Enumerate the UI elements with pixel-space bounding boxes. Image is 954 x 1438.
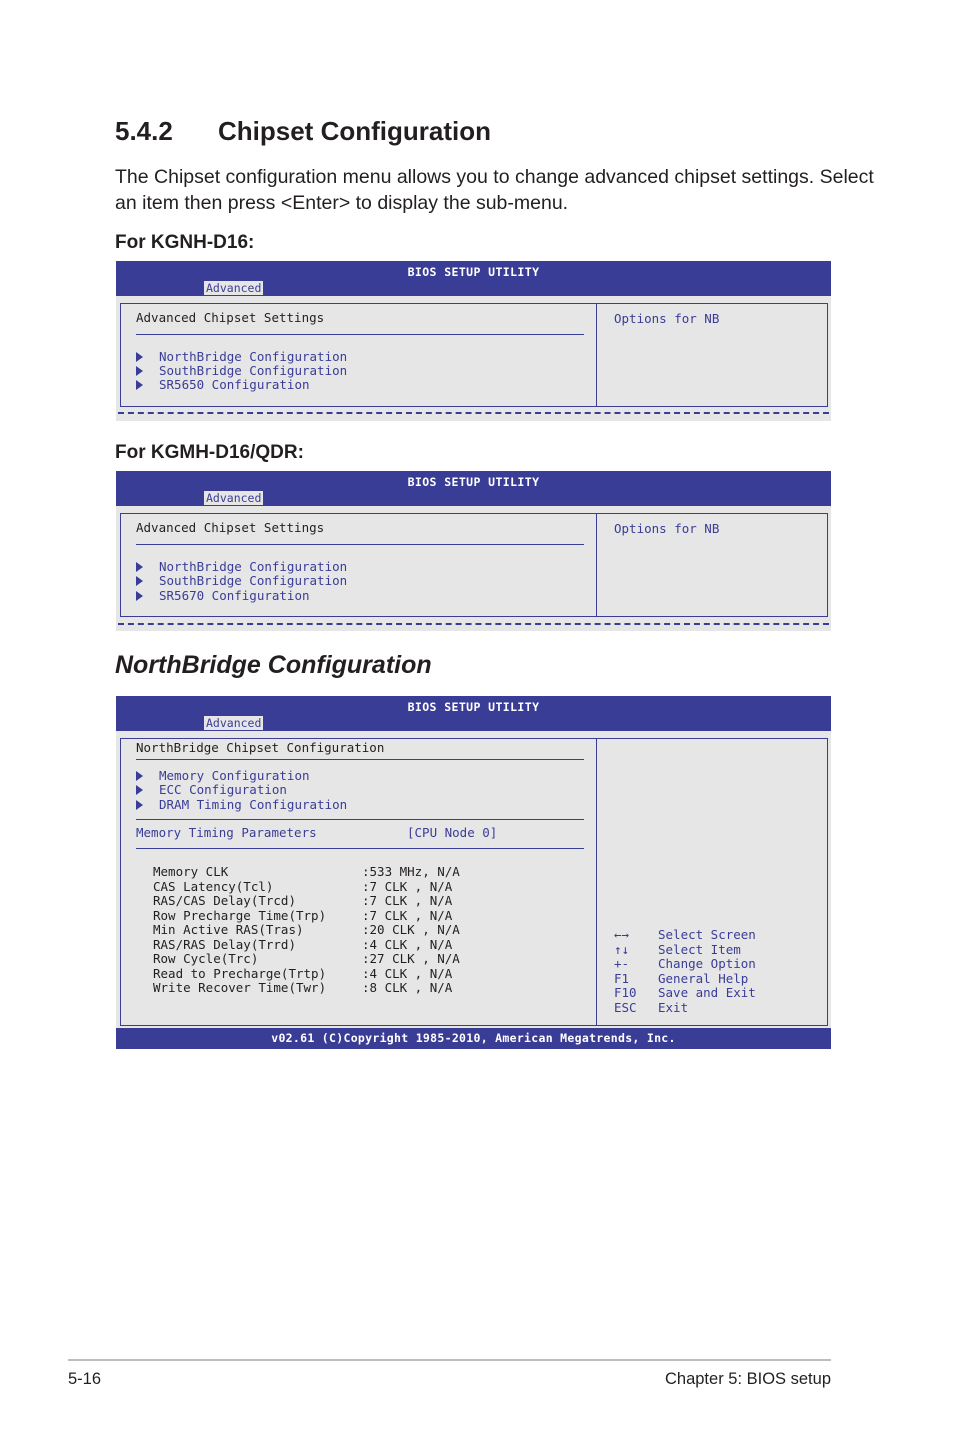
bios-header [116, 261, 831, 296]
param-name: Min Active RAS(Tras) [153, 922, 304, 937]
param-value: :533 MHz, N/A [362, 864, 460, 879]
menu-item-sr5670[interactable] [136, 589, 310, 604]
section-heading [115, 116, 491, 147]
bios-screen-kgnh [116, 261, 831, 421]
bios-help-pane [596, 303, 828, 407]
menu-heading: NorthBridge Chipset Configuration [136, 740, 385, 755]
bios-utility-title: BIOS SETUP UTILITY [407, 700, 540, 714]
help-text: Options for NB [614, 311, 720, 326]
param-name: CAS Latency(Tcl) [153, 878, 274, 894]
divider [136, 544, 584, 545]
submenu-arrow-icon [136, 785, 143, 795]
menu-item-label: SouthBridge Configuration [159, 363, 348, 378]
menu-item-dram-timing[interactable] [136, 798, 347, 813]
menu-item-label: SR5650 Configuration [159, 377, 310, 392]
divider [136, 819, 584, 820]
menu-item-label: SouthBridge Configuration [159, 573, 348, 588]
tab-advanced[interactable]: Advanced [206, 716, 262, 730]
bios-main-pane [120, 303, 597, 407]
copyright-bar: v02.61 (C)Copyright 1985-2010, American Megatrends, Inc. [116, 1028, 831, 1049]
section-number: 5.4.2 [115, 116, 173, 146]
bios-help-pane [596, 738, 828, 1026]
param-name: RAS/RAS Delay(Trrd) [153, 936, 296, 952]
menu-item-label: SR5670 Configuration [159, 588, 310, 603]
key-description: General Help [658, 970, 749, 986]
subhead-kgnh: For KGNH-D16: [115, 232, 255, 253]
menu-item-label: ECC Configuration [159, 782, 287, 797]
section-title: Chipset Configuration [218, 116, 491, 146]
param-selector-value[interactable]: [CPU Node 0] [407, 825, 498, 840]
tab-advanced[interactable]: Advanced [206, 281, 262, 295]
submenu-arrow-icon [136, 380, 143, 390]
param-value: :7 CLK , N/A [362, 878, 453, 894]
menu-item-label: DRAM Timing Configuration [159, 797, 348, 812]
param-name: RAS/CAS Delay(Trcd) [153, 893, 296, 908]
bios-main-pane [120, 513, 597, 617]
param-name: Memory CLK [153, 864, 229, 879]
param-value: :4 CLK , N/A [362, 965, 453, 981]
menu-item-ecc[interactable] [136, 783, 287, 798]
torn-edge [118, 412, 829, 414]
key-description: Exit [658, 999, 689, 1015]
bios-screen-kgmh [116, 471, 831, 631]
menu-heading: Advanced Chipset Settings [136, 310, 325, 325]
page-number: 5-16 [68, 1370, 102, 1388]
bios-utility-title: BIOS SETUP UTILITY [407, 475, 540, 489]
param-name: Read to Precharge(Trtp) [153, 965, 327, 981]
key-description: Select Screen [658, 927, 756, 942]
divider [136, 334, 584, 335]
param-value: :7 CLK , N/A [362, 907, 453, 923]
menu-item-sr5650[interactable] [136, 378, 310, 393]
submenu-arrow-icon [136, 576, 143, 586]
menu-heading: Advanced Chipset Settings [136, 520, 325, 535]
tab-advanced[interactable]: Advanced [206, 491, 262, 505]
bios-header [116, 696, 831, 731]
chapter-label: Chapter 5: BIOS setup [664, 1370, 831, 1388]
key-name: F10 [614, 985, 637, 1000]
key-name: ↑↓ [614, 941, 630, 957]
subhead-kgmh: For KGMH-D16/QDR: [115, 442, 304, 463]
menu-item-label: NorthBridge Configuration [159, 559, 348, 574]
menu-item-label: NorthBridge Configuration [159, 349, 348, 364]
key-description: Save and Exit [658, 985, 756, 1000]
key-description: Change Option [658, 956, 756, 971]
param-name: Write Recover Time(Twr) [153, 980, 327, 995]
param-value: :4 CLK , N/A [362, 936, 453, 952]
key-description: Select Item [658, 941, 741, 957]
divider [136, 759, 584, 760]
param-name: Row Cycle(Trc) [153, 951, 259, 966]
submenu-arrow-icon [136, 771, 143, 781]
param-selector-label: Memory Timing Parameters [136, 825, 317, 840]
torn-edge [118, 623, 829, 625]
menu-item-label: Memory Configuration [159, 768, 310, 783]
submenu-arrow-icon [136, 562, 143, 572]
param-name: Row Precharge Time(Trp) [153, 907, 327, 923]
submenu-arrow-icon [136, 366, 143, 376]
bios-help-pane [596, 513, 828, 617]
param-value: :8 CLK , N/A [362, 980, 453, 995]
submenu-arrow-icon [136, 800, 143, 810]
footer-rule [68, 1359, 831, 1361]
bios-utility-title: BIOS SETUP UTILITY [407, 265, 540, 279]
key-name: F1 [614, 970, 630, 986]
intro-paragraph: The Chipset configuration menu allows you to change advanced chipset settings. Select an item then press <Enter> to display the sub-menu. [115, 166, 874, 214]
param-value: :7 CLK , N/A [362, 893, 453, 908]
bios-main-pane [120, 738, 597, 1026]
key-name: ←→ [614, 927, 630, 942]
menu-item-southbridge[interactable] [136, 574, 347, 589]
bios-screen-northbridge [116, 696, 831, 1049]
param-value: :27 CLK , N/A [362, 951, 460, 966]
submenu-arrow-icon [136, 591, 143, 601]
param-value: :20 CLK , N/A [362, 922, 460, 937]
northbridge-heading: NorthBridge Configuration [115, 651, 432, 679]
bios-header [116, 471, 831, 506]
submenu-arrow-icon [136, 352, 143, 362]
key-name: ESC [614, 999, 637, 1015]
key-name: +- [614, 956, 630, 971]
divider [136, 848, 584, 849]
help-text: Options for NB [614, 521, 720, 536]
